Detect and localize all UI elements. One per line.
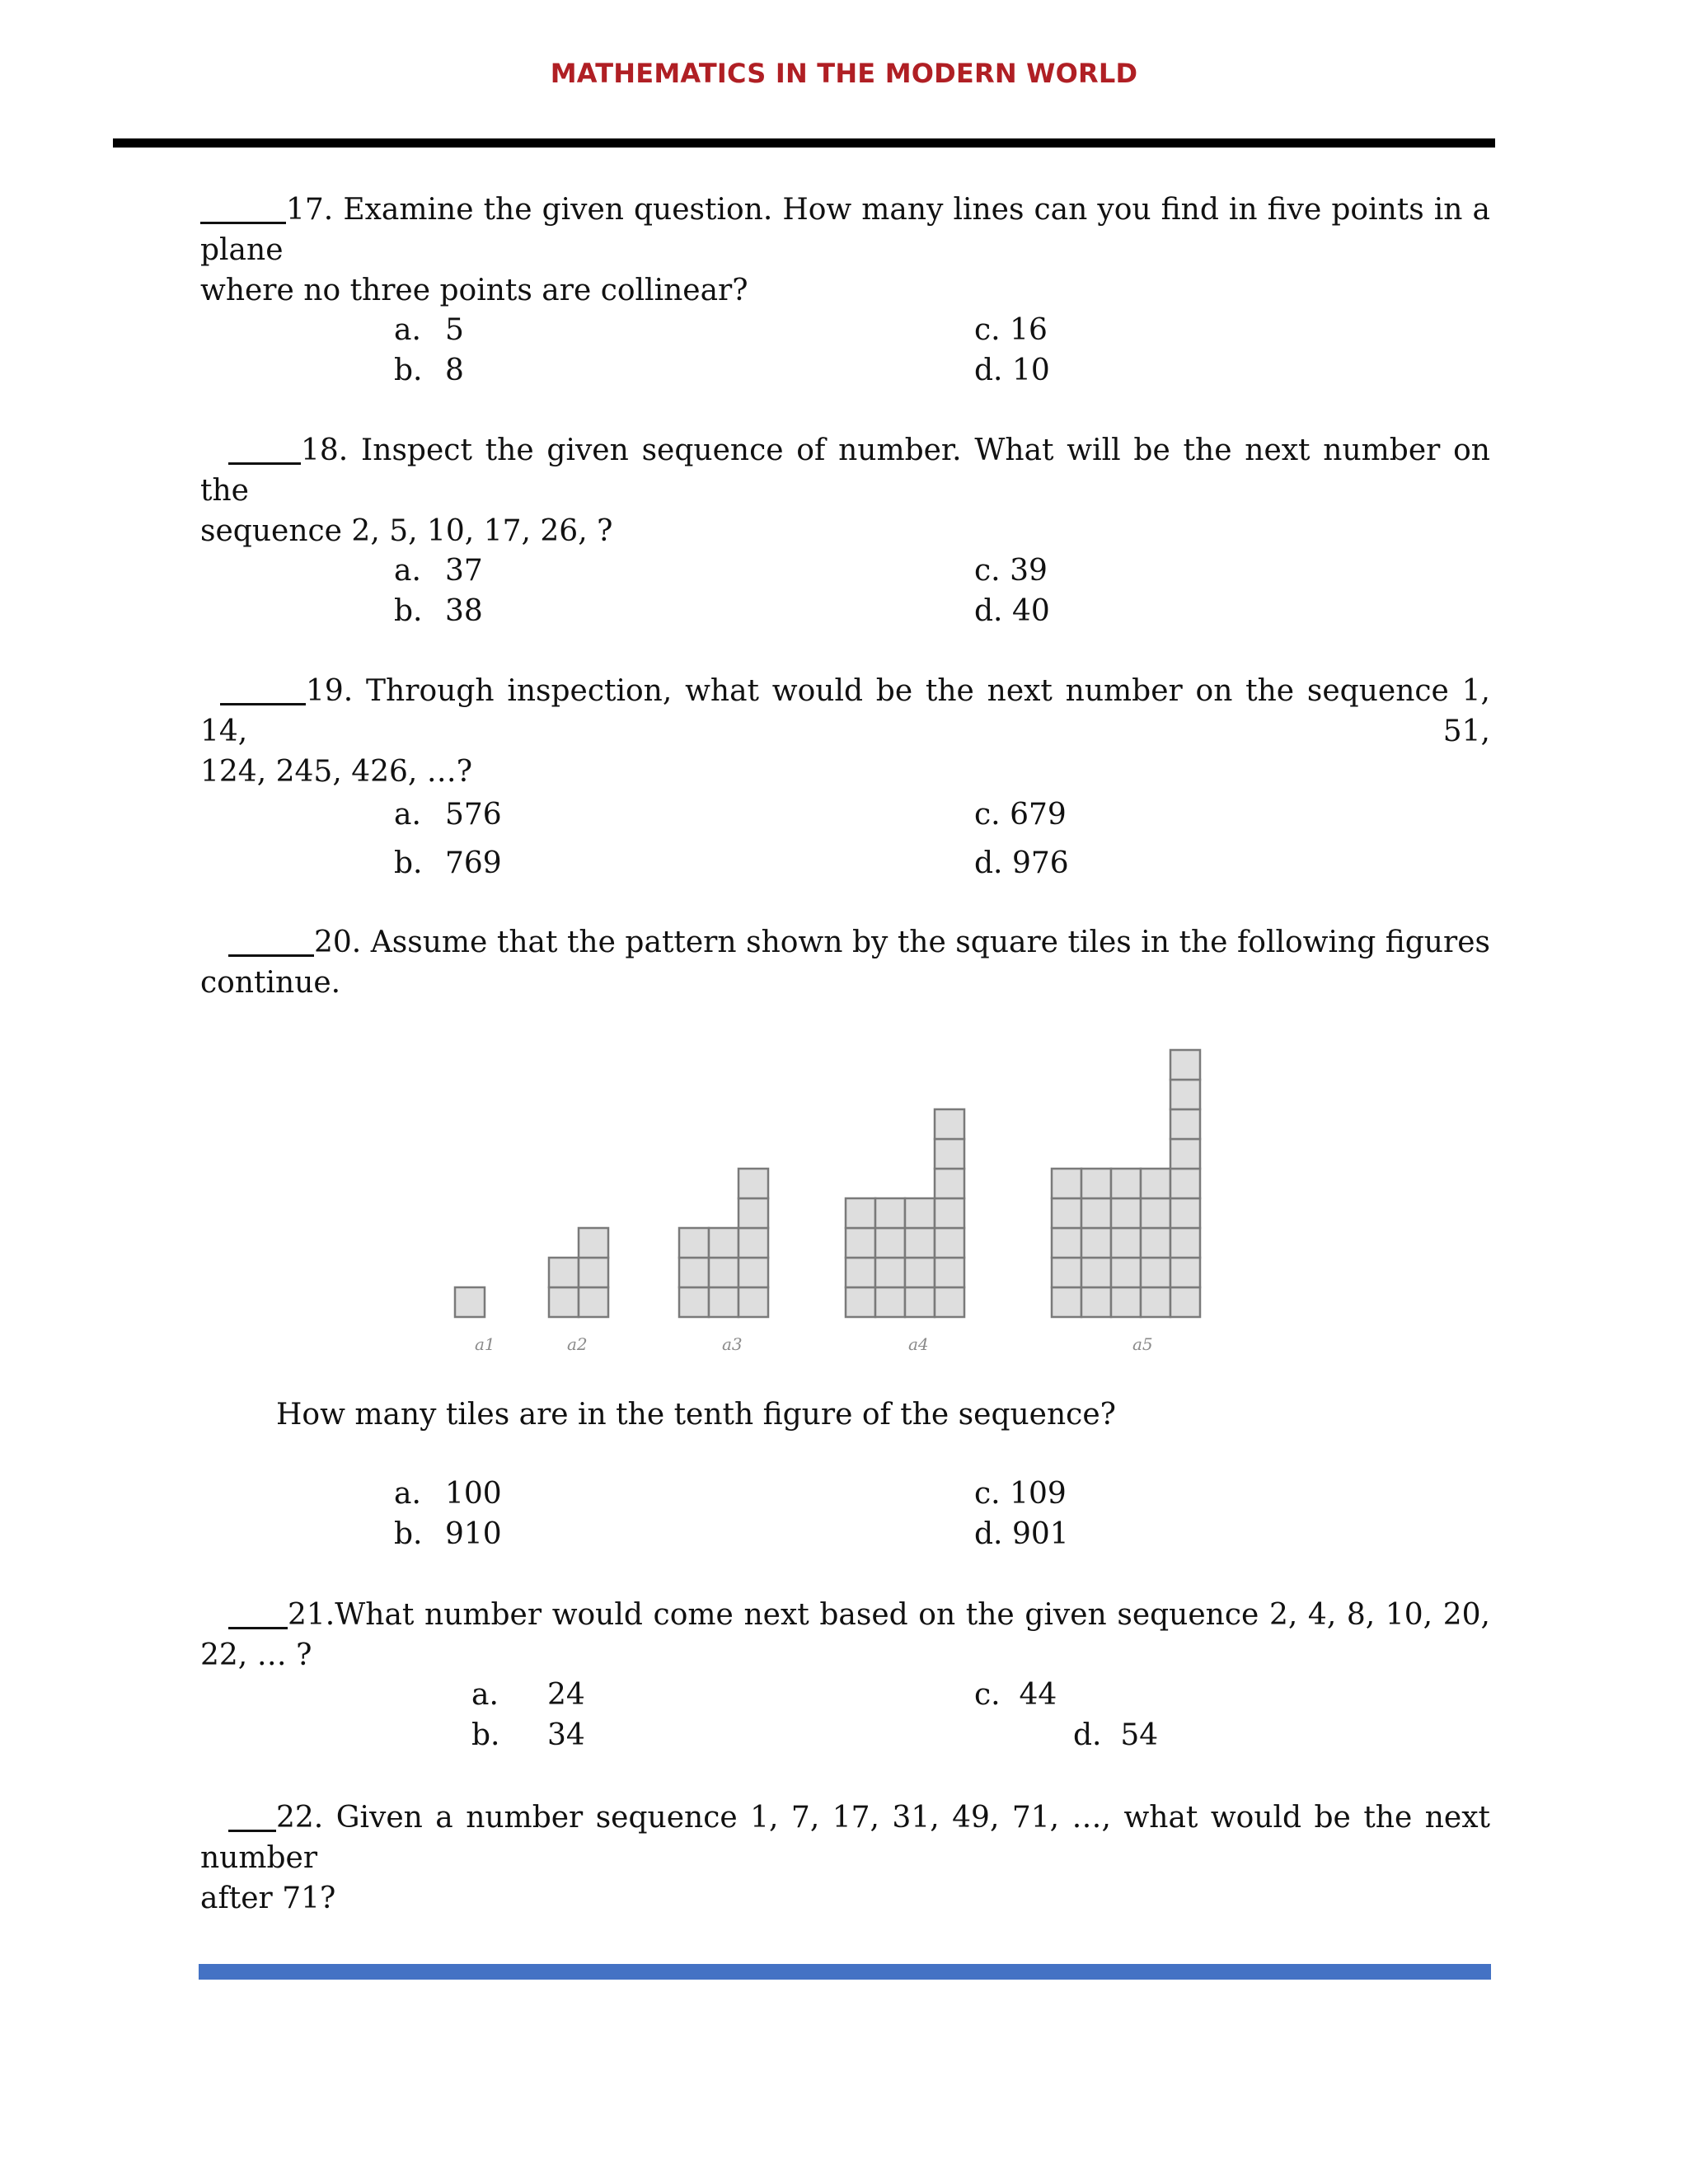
answer-blank-20[interactable] (228, 925, 314, 957)
tile-grid (455, 1050, 1200, 1317)
question-text: Examine the given question. How many lines can you find in five points in a plane (200, 193, 1490, 267)
question-text-continued: 124, 245, 426, …? (200, 755, 473, 789)
tile-a4 (905, 1258, 935, 1287)
tile-a2 (579, 1258, 608, 1287)
tile-a5 (1111, 1228, 1141, 1258)
option-d: d. 976 (974, 846, 1069, 880)
question-text-continued: where no three points are collinear? (200, 274, 748, 307)
option-b: b. 34 (471, 1718, 585, 1752)
tile-a5 (1052, 1258, 1081, 1287)
figure-label-a3: a3 (722, 1334, 743, 1354)
question-text: Through inspection, what would be the next number on the sequence 1, 14, 51, (200, 674, 1490, 748)
figure-label-a4: a4 (908, 1334, 929, 1354)
page-title: MATHEMATICS IN THE MODERN WORLD (550, 58, 1138, 89)
option-d: d. 40 (974, 594, 1050, 628)
tile-a4 (875, 1258, 905, 1287)
question-17 (200, 190, 1490, 311)
question-19 (200, 671, 1490, 792)
question-18 (200, 430, 1490, 551)
tile-a4 (935, 1198, 964, 1228)
tile-a4 (935, 1287, 964, 1317)
header-divider (113, 138, 1495, 148)
tile-a4 (935, 1258, 964, 1287)
question-text-continued: sequence 2, 5, 10, 17, 26, ? (200, 514, 613, 548)
tile-a5 (1170, 1258, 1200, 1287)
answer-blank-22[interactable] (228, 1800, 276, 1832)
tile-a4 (905, 1198, 935, 1228)
answer-blank-17[interactable] (200, 192, 286, 224)
tile-a4 (935, 1228, 964, 1258)
question-22 (200, 1797, 1490, 1919)
option-d: d. 54 (1073, 1718, 1159, 1752)
tile-a5 (1081, 1169, 1111, 1198)
tile-a2 (549, 1258, 579, 1287)
question-number: 21. (288, 1598, 335, 1632)
option-c: c. 16 (974, 313, 1048, 347)
tile-a5 (1052, 1169, 1081, 1198)
tile-a4 (935, 1109, 964, 1139)
tile-a5 (1081, 1287, 1111, 1317)
tile-a3 (709, 1258, 738, 1287)
question-text-continued: after 71? (200, 1882, 336, 1915)
tile-a5 (1141, 1287, 1170, 1317)
tile-a2 (579, 1287, 608, 1317)
tile-a5 (1170, 1050, 1200, 1080)
tile-a3 (679, 1258, 709, 1287)
tile-a5 (1141, 1228, 1170, 1258)
tile-a5 (1141, 1198, 1170, 1228)
tile-a4 (846, 1198, 875, 1228)
tile-a2 (549, 1287, 579, 1317)
tile-a4 (846, 1228, 875, 1258)
tile-a4 (935, 1169, 964, 1198)
tile-a3 (738, 1198, 768, 1228)
tile-a5 (1052, 1198, 1081, 1228)
tile-a3 (709, 1228, 738, 1258)
question-text: What number would come next based on the given sequence 2, 4, 8, 10, 20, 22, … ? (200, 1598, 1490, 1672)
tile-a3 (738, 1169, 768, 1198)
option-c: c. 109 (974, 1477, 1067, 1511)
tile-a3 (679, 1228, 709, 1258)
tile-a4 (905, 1287, 935, 1317)
tile-a5 (1170, 1080, 1200, 1109)
figure-label-a2: a2 (567, 1334, 588, 1354)
option-b: b. 910 (394, 1517, 502, 1551)
tile-a5 (1141, 1258, 1170, 1287)
tile-a3 (738, 1228, 768, 1258)
tile-a4 (875, 1198, 905, 1228)
question-number: 18. (301, 434, 349, 467)
option-b: b. 8 (394, 354, 464, 387)
option-a: a. 37 (394, 554, 483, 588)
tile-a3 (738, 1258, 768, 1287)
question-text: Given a number sequence 1, 7, 17, 31, 49, 71, …, what would be the next number (200, 1801, 1490, 1875)
tile-a2 (579, 1228, 608, 1258)
tile-a5 (1111, 1258, 1141, 1287)
option-c: c. 39 (974, 554, 1048, 588)
tile-a4 (935, 1139, 964, 1169)
tile-a4 (846, 1287, 875, 1317)
tile-a5 (1111, 1198, 1141, 1228)
tile-a1 (455, 1287, 485, 1317)
tile-a5 (1081, 1258, 1111, 1287)
tile-a3 (738, 1287, 768, 1317)
question-text-continued: continue. (200, 966, 341, 1000)
figure-label-a5: a5 (1132, 1334, 1153, 1354)
tile-a5 (1052, 1228, 1081, 1258)
option-a: a. 24 (471, 1678, 585, 1712)
tile-a5 (1170, 1109, 1200, 1139)
option-c: c. 44 (974, 1678, 1057, 1712)
tile-a4 (905, 1228, 935, 1258)
answer-blank-18[interactable] (228, 433, 301, 465)
tile-a5 (1170, 1198, 1200, 1228)
tile-a5 (1170, 1287, 1200, 1317)
tile-a5 (1111, 1169, 1141, 1198)
option-a: a. 100 (394, 1477, 502, 1511)
tile-a5 (1141, 1169, 1170, 1198)
option-d: d. 901 (974, 1517, 1069, 1551)
answer-blank-21[interactable] (228, 1597, 288, 1629)
answer-blank-19[interactable] (220, 673, 306, 705)
tile-a4 (846, 1258, 875, 1287)
tile-a5 (1081, 1198, 1111, 1228)
tile-a5 (1052, 1287, 1081, 1317)
question-20 (200, 922, 1490, 1003)
option-d: d. 10 (974, 354, 1050, 387)
question-number: 17. (286, 193, 334, 227)
option-a: a. 5 (394, 313, 464, 347)
question-number: 22. (276, 1801, 324, 1835)
option-c: c. 679 (974, 798, 1067, 832)
tile-a4 (875, 1287, 905, 1317)
question-number: 20. (314, 926, 362, 959)
tile-a5 (1170, 1228, 1200, 1258)
subquestion-text: How many tiles are in the tenth figure of the sequence? (276, 1398, 1116, 1432)
option-b: b. 38 (394, 594, 483, 628)
tile-a3 (709, 1287, 738, 1317)
question-text: Inspect the given sequence of number. What will be the next number on the (200, 434, 1490, 508)
figure-label-a1: a1 (475, 1334, 495, 1354)
tile-pattern-figure (445, 1045, 1253, 1375)
tile-a3 (679, 1287, 709, 1317)
question-number: 19. (306, 674, 354, 708)
tile-a4 (875, 1228, 905, 1258)
tile-a5 (1170, 1139, 1200, 1169)
tile-a5 (1111, 1287, 1141, 1317)
option-a: a. 576 (394, 798, 502, 832)
tile-a5 (1170, 1169, 1200, 1198)
question-21 (200, 1595, 1490, 1675)
option-b: b. 769 (394, 846, 502, 880)
footer-divider (199, 1964, 1491, 1980)
question-text: Assume that the pattern shown by the square tiles in the following figures (370, 926, 1490, 959)
tile-a5 (1081, 1228, 1111, 1258)
